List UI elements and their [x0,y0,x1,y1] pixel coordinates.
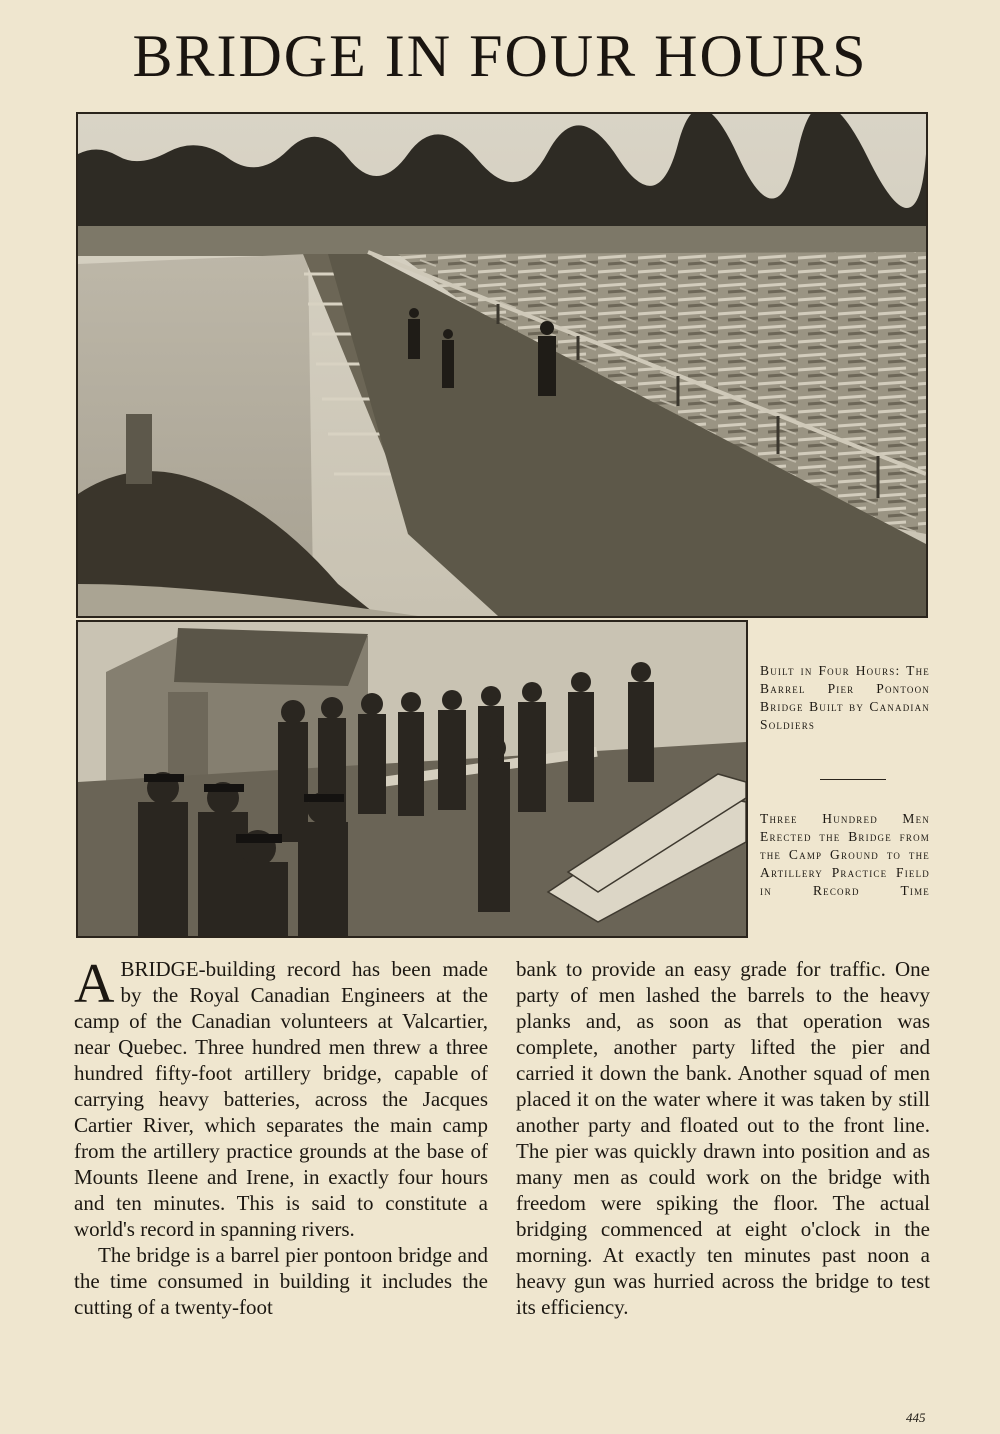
paragraph-2: The bridge is a barrel pier pontoon bridge and the time consumed in building it includes the cutting of a twenty-foot [74,1243,488,1319]
paragraph-2-continued: bank to provide an easy grade for traffic. One party of men lashed the barrels to the heavy planks and, as soon as that operation was complete, another party lifted the pier and carried it down the bank. Another squad of men placed it on the water where it was taken by still another party and floated out to the front line. The pier was quickly drawn into position and as many men as could work on the bridge with freedom were spiking the floor. The actual bridging commenced at eight o'clock in the morning. At exactly ten minutes past noon a heavy gun was hurried across the bridge to test its efficiency. [516,957,930,1319]
lead-word: BRIDGE [120,957,199,981]
paragraph-1 [74,953,488,1242]
caption-divider [820,779,886,780]
soldiers-carrying-pier-photo [76,620,748,938]
paragraph-1-text: -building record has been made by the Royal Canadian Engineers at the camp of the Canadian volunteers at Valcartier, near Quebec. Three hundred men threw a three hundred fifty-foot artillery bridge, capable of carrying heavy batteries, across the Jacques Cartier River, which separates the main camp from the artillery practice grounds at the base of Mounts Ileene and Irene, in exactly four hours and ten minutes. This is said to constitute a world's record in spanning rivers. [74,957,488,1241]
photo-caption-second: Three Hundred Men Erected the Bridge from the Camp Ground to the Artillery Practice Field in Record Time [760,811,930,898]
page-number: 445 [906,1410,926,1425]
pontoon-bridge-photo [76,112,928,618]
photo-caption-first: Built in Four Hours: The Barrel Pier Pontoon Bridge Built by Canadian Soldiers [760,663,930,732]
article-column-right [516,956,930,1320]
page-title: BRIDGE IN FOUR HOURS [132,23,868,89]
article-column-left [74,953,488,1320]
drop-cap: A [74,953,115,1015]
